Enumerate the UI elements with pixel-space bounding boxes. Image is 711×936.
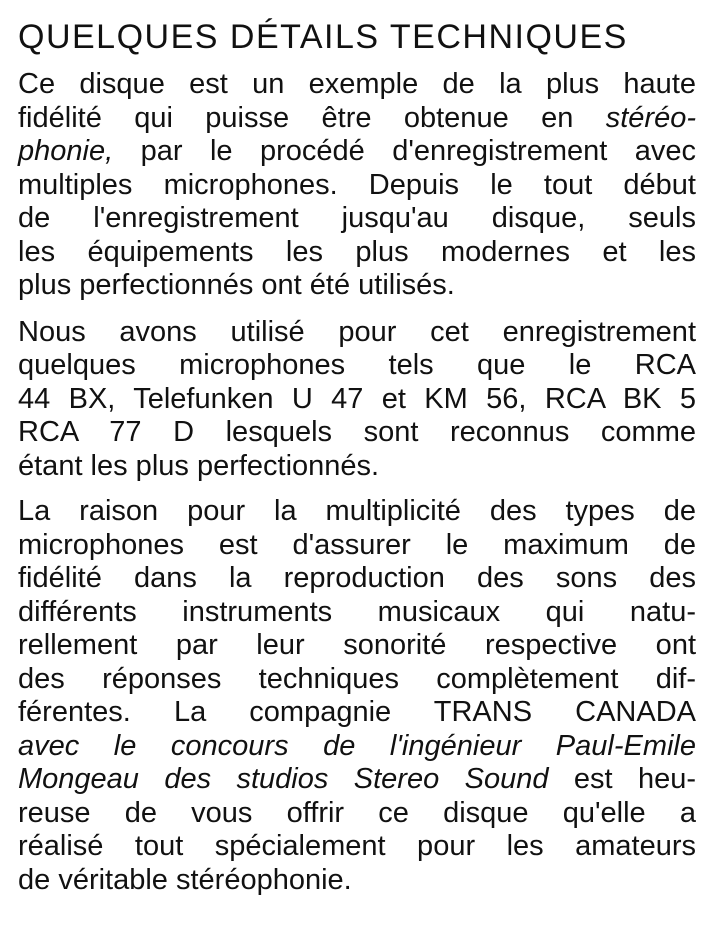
text-line: reuse de vous offrir ce disque qu'elle a [18, 796, 696, 829]
text-line: de véritable stéréophonie. [18, 863, 352, 896]
text-line: férentes. La compagnie TRANS CANADA [18, 696, 696, 728]
page-title: QUELQUES DÉTAILS TECHNIQUES [18, 18, 628, 56]
text-line: microphones est d'assurer le maximum de [18, 528, 696, 561]
text-line: phonie, par le procédé d'enregistrement avec [18, 135, 696, 167]
text-line: les équipements les plus modernes et les [18, 235, 696, 268]
text-line: multiples microphones. Depuis le tout début [18, 168, 696, 201]
document-page [18, 14, 696, 897]
text-line: plus perfectionnés ont été utilisés. [18, 269, 455, 301]
text-line: fidélité dans la reproduction des sons des [18, 562, 696, 594]
text-line: réalisé tout spécialement pour les amateurs [18, 830, 696, 862]
text-line: Nous avons utilisé pour cet enregistrement [18, 315, 696, 348]
text-line: avec le concours de l'ingénieur Paul-Emile [18, 729, 696, 762]
text-line: Ce disque est un exemple de la plus haute [18, 68, 696, 100]
text-line: fidélité qui puisse être obtenue en stéréo- [18, 101, 696, 134]
text-line: rellement par leur sonorité respective ont [18, 629, 696, 661]
text-line: de l'enregistrement jusqu'au disque, seuls [18, 202, 696, 234]
text-line: La raison pour la multiplicité des types de [18, 495, 696, 527]
text-line: Mongeau des studios Stereo Sound est heu- [18, 763, 696, 795]
text-line: 44 BX, Telefunken U 47 et KM 56, RCA BK 5 [18, 382, 696, 415]
text-line: RCA 77 D lesquels sont reconnus comme [18, 416, 696, 448]
paragraph-spacer [18, 483, 696, 495]
paragraph-microphones [18, 316, 696, 484]
text-line: différents instruments musicaux qui natu- [18, 595, 696, 628]
paragraph-reason [18, 495, 696, 897]
paragraph-intro [18, 68, 696, 303]
text-line: quelques microphones tels que le RCA [18, 349, 696, 381]
text-line: des réponses techniques complètement dif- [18, 662, 696, 695]
paragraph-spacer [18, 303, 696, 316]
text-line: étant les plus perfectionnés. [18, 449, 380, 482]
